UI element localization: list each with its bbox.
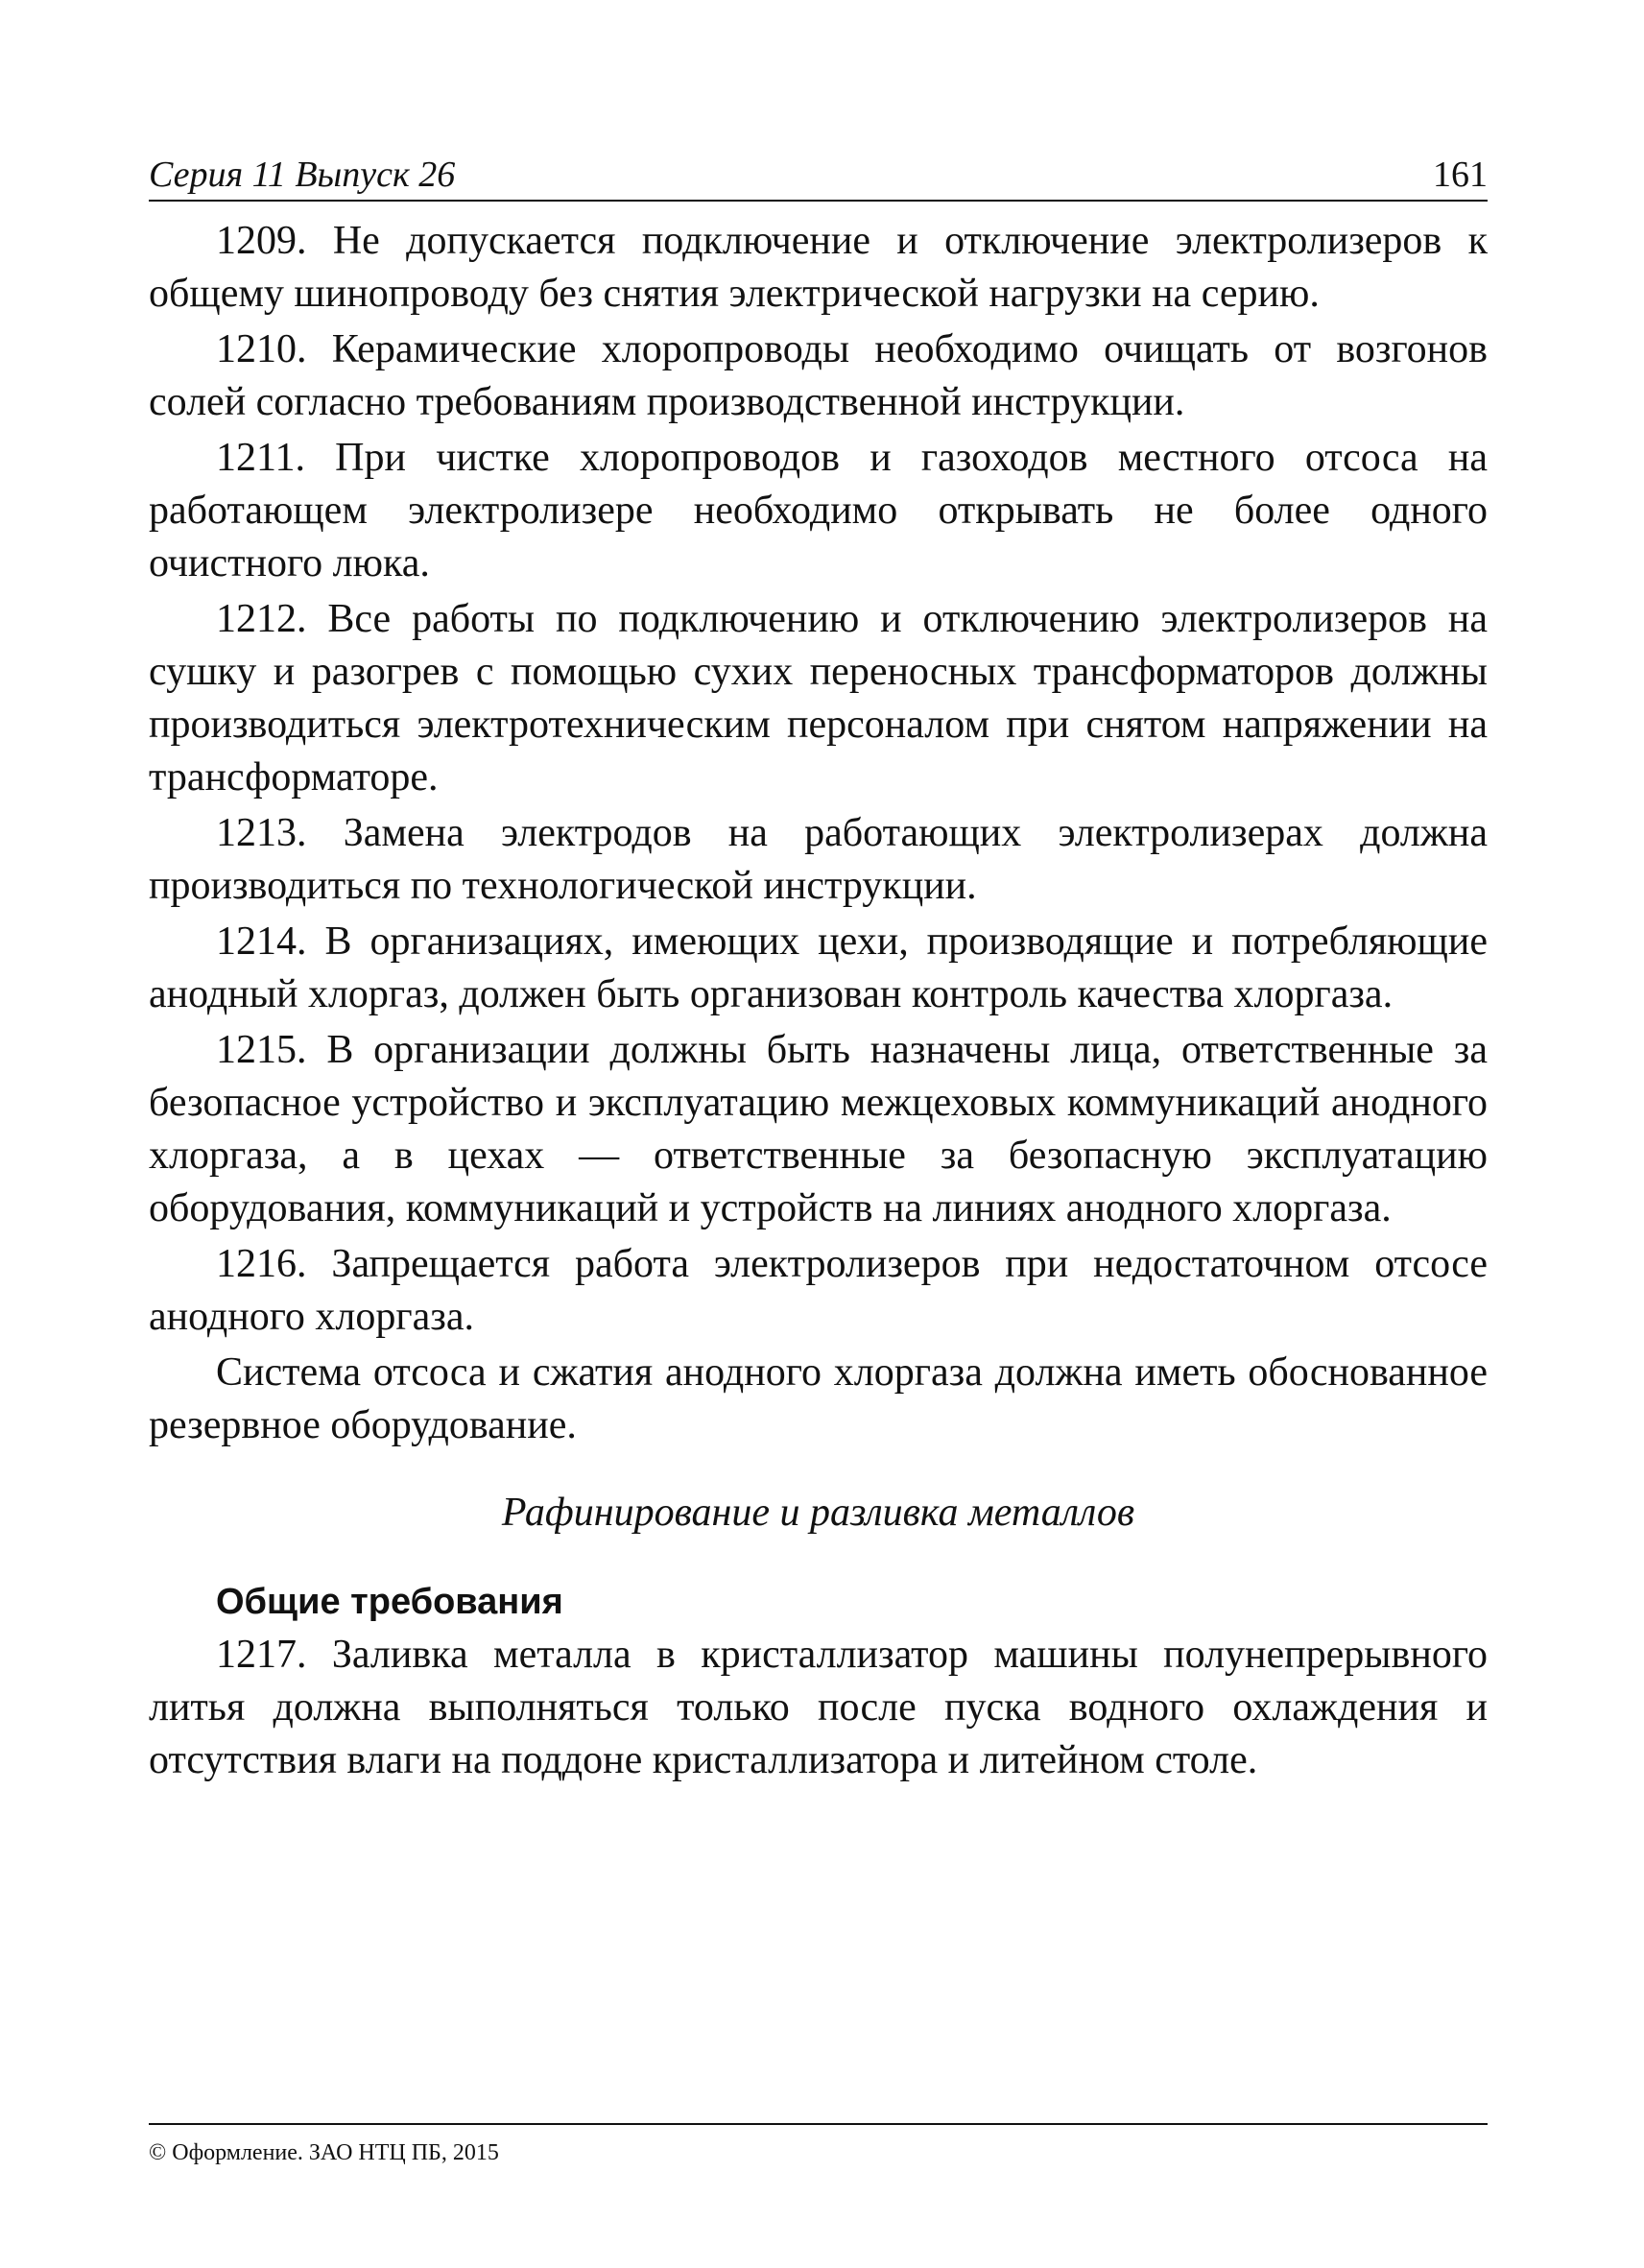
series-label: Серия 11 Выпуск 26 xyxy=(149,155,456,195)
running-header xyxy=(149,154,1488,202)
section-title: Рафинирование и разливка металлов xyxy=(501,1491,1135,1535)
paragraph-1216-continued: Система отсоса и сжатия анодного хлоргаза должна иметь обоснованное резервное оборудование. xyxy=(149,1350,1488,1447)
paragraph-1213: 1213. Замена электродов на работающих электролизерах должна производиться по технологической инструкции. xyxy=(149,811,1488,908)
paragraph-1214: 1214. В организациях, имеющих цехи, производящие и потребляющие анодный хлоргаз, должен быть организован контроль качества хлоргаза. xyxy=(149,919,1488,1016)
paragraph-1209: 1209. Не допускается подключение и отключение электролизеров к общему шинопроводу без снятия электрической нагрузки на серию. xyxy=(149,219,1488,316)
paragraph-1217: 1217. Заливка металла в кристаллизатор машины полунепрерывного литья должна выполняться только после пуска водного охлаждения и отсутствия влаги на поддоне кристаллизатора и литейном столе. xyxy=(149,1633,1488,1782)
paragraph-1210: 1210. Керамические хлоропроводы необходимо очищать от возгонов солей согласно требованиям производственной инструкции. xyxy=(149,327,1488,424)
body-text xyxy=(149,215,1488,1787)
paragraph-1216: 1216. Запрещается работа электролизеров при недостаточном отсосе анодного хлоргаза. xyxy=(149,1242,1488,1339)
paragraph-1212: 1212. Все работы по подключению и отключению электролизеров на сушку и разогрев с помощью сухих переносных трансформаторов должны производиться электротехническим персоналом при снятом напряжении на трансформаторе. xyxy=(149,597,1488,800)
subsection-title: Общие требования xyxy=(216,1582,563,1622)
page-number: 161 xyxy=(1433,155,1488,195)
paragraph-1215: 1215. В организации должны быть назначены лица, ответственные за безопасное устройство и эксплуатацию межцеховых коммуникаций анодного хлоргаза, а в цехах — ответственные за безопасную эксплуатацию оборудования, коммуникаций и устройств на линиях анодного хлоргаза. xyxy=(149,1028,1488,1230)
copyright-notice: © Оформление. ЗАО НТЦ ПБ, 2015 xyxy=(149,2140,499,2165)
page-footer xyxy=(149,2123,1488,2167)
document-page xyxy=(149,154,1488,1790)
paragraph-1211: 1211. При чистке хлоропроводов и газоходов местного отсоса на работающем электролизере необходимо открывать не более одного очистного люка. xyxy=(149,436,1488,585)
